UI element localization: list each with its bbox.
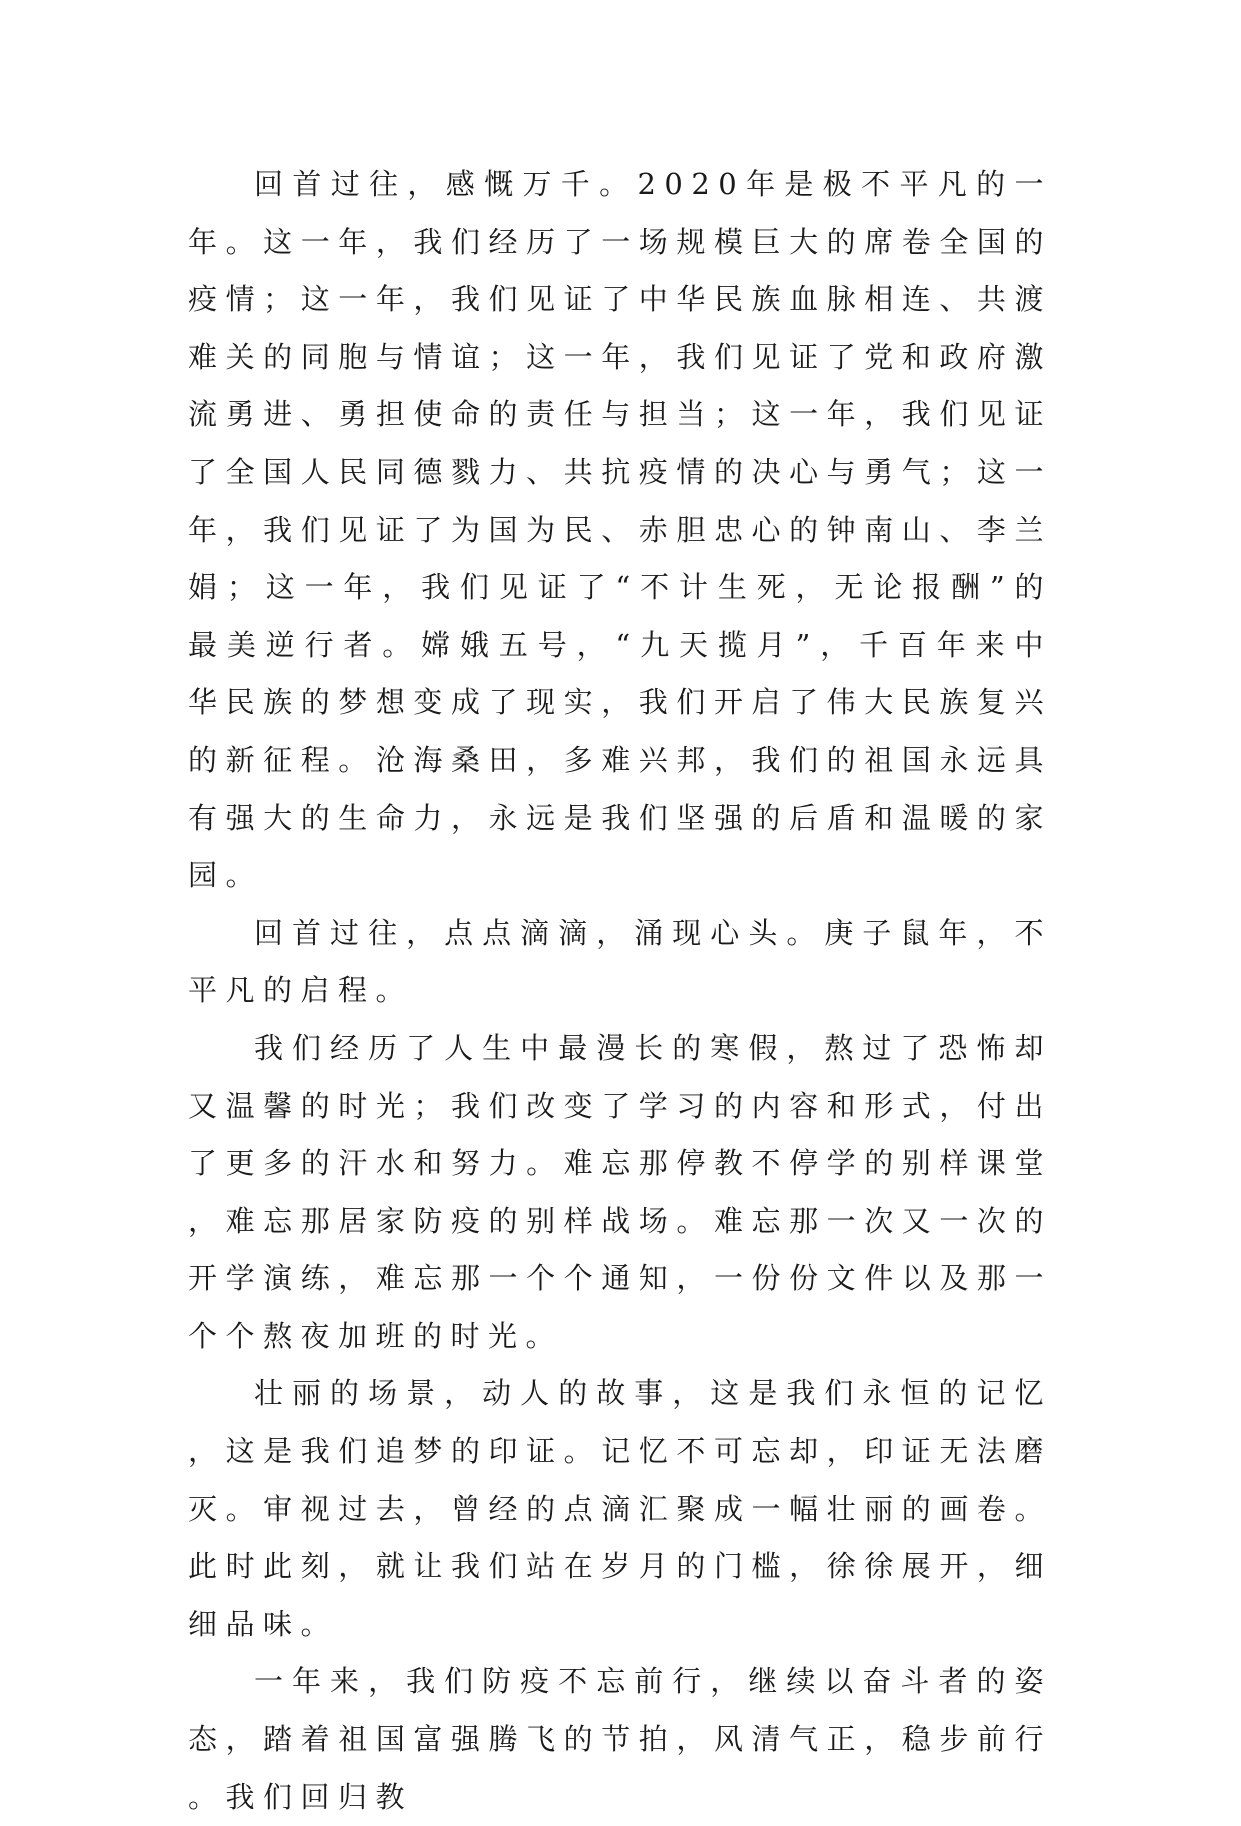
paragraph-1: 回首过往，感慨万千。2020年是极不平凡的一年。这一年，我们经历了一场规模巨大的席卷全国的疫情；这一年，我们见证了中华民族血脉相连、共渡难关的同胞与情谊；这一年，我们见证了党和政府激流勇进、勇担使命的责任与担当；这一年，我们见证了全国人民同德戮力、共抗疫情的决心与勇气；这一年，我们见证了为国为民、赤胆忠心的钟南山、李兰娟；这一年，我们见证了“不计生死，无论报酬”的最美逆行者。嫦娥五号，“九天揽月”，千百年来中华民族的梦想变成了现实，我们开启了伟大民族复兴的新征程。沧海桑田，多难兴邦，我们的祖国永远具有强大的生命力，永远是我们坚强的后盾和温暖的家园。 <box>188 167 1052 893</box>
document-body <box>188 156 1052 1826</box>
paragraph-5: 一年来，我们防疫不忘前行，继续以奋斗者的姿态，踏着祖国富强腾飞的节拍，风清气正，稳步前行。我们回归教 <box>188 1664 1052 1814</box>
paragraph-4: 壮丽的场景，动人的故事，这是我们永恒的记忆，这是我们追梦的印证。记忆不可忘却，印证无法磨灭。审视过去，曾经的点滴汇聚成一幅壮丽的画卷。此时此刻，就让我们站在岁月的门槛，徐徐展开，细细品味。 <box>188 1376 1052 1641</box>
paragraph-2: 回首过往，点点滴滴，涌现心头。庚子鼠年，不平凡的启程。 <box>188 915 1052 1008</box>
paragraph-3: 我们经历了人生中最漫长的寒假，熬过了恐怖却又温馨的时光；我们改变了学习的内容和形式，付出了更多的汗水和努力。难忘那停教不停学的别样课堂，难忘那居家防疫的别样战场。难忘那一次又一次的开学演练，难忘那一个个通知，一份份文件以及那一个个熬夜加班的时光。 <box>188 1030 1052 1353</box>
